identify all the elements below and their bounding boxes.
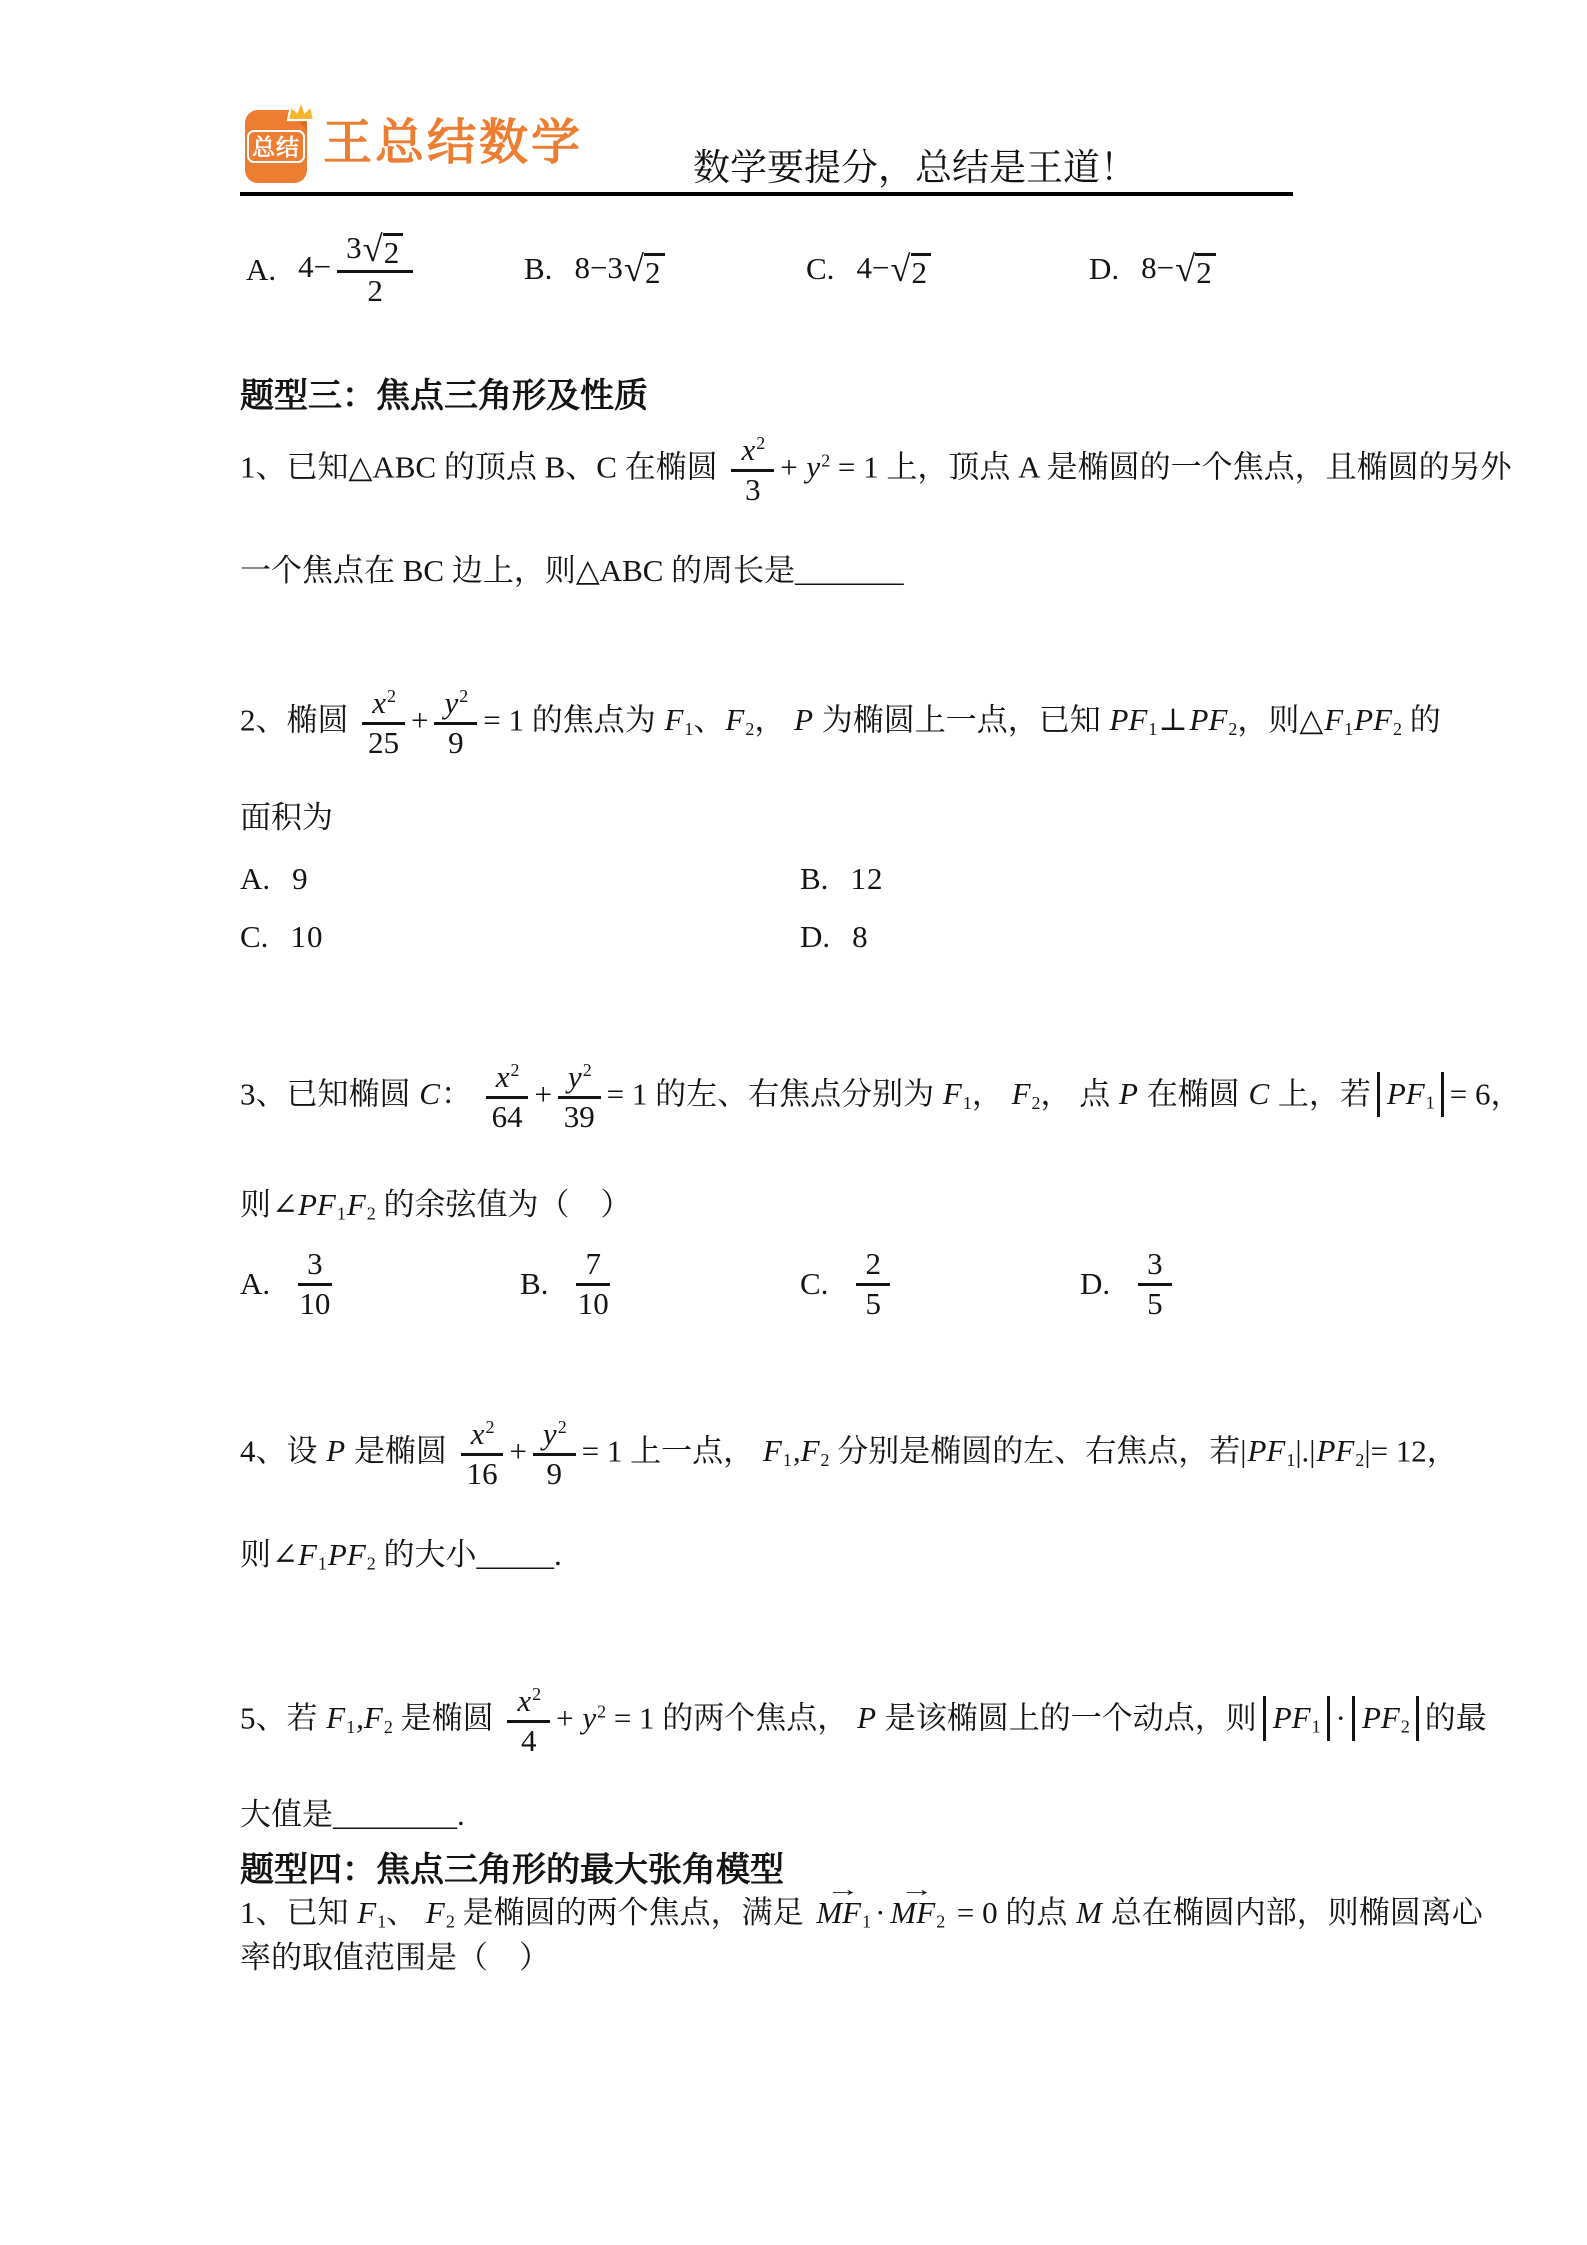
denominator	[467, 1456, 498, 1492]
math-run: ,F	[356, 1700, 383, 1736]
q3-option-b-math	[570, 1247, 616, 1321]
fraction	[337, 227, 413, 309]
text-run: +	[534, 1076, 552, 1112]
subscript: 1	[317, 1553, 327, 1574]
math-run: ∠F	[272, 1537, 317, 1572]
text-run: ，	[754, 702, 794, 738]
text-run: 64	[491, 1098, 523, 1134]
math-run: x	[372, 684, 387, 720]
text-run: 9	[448, 724, 464, 760]
subscript: 2	[1400, 1716, 1410, 1737]
math-run: M	[1076, 1895, 1102, 1930]
text-run: 面积为	[240, 800, 333, 835]
math-run: F	[942, 1076, 962, 1112]
text-run: 的大小_____.	[375, 1537, 562, 1572]
text-run: 9	[546, 1455, 563, 1491]
text-run: +	[411, 702, 429, 738]
logo-badge-text: 总结	[247, 130, 305, 163]
text-run: |= 12，	[1364, 1433, 1458, 1469]
q2-option-a-value: 9	[292, 861, 309, 896]
fraction	[558, 1060, 601, 1134]
math-run: ∠PF	[272, 1187, 336, 1222]
radicand: 2	[1195, 253, 1216, 290]
superscript: 2	[510, 1060, 520, 1080]
fraction	[434, 686, 477, 760]
denominator	[367, 273, 383, 309]
denominator	[1147, 1286, 1163, 1322]
numerator	[558, 1060, 601, 1099]
question-4-line-1	[240, 1411, 1458, 1497]
q2-option-a-label: A.	[240, 861, 271, 896]
text-run: 4	[520, 1722, 537, 1758]
denominator	[448, 725, 464, 761]
q3-option-d-label: D.	[1080, 1266, 1111, 1301]
text-run: 3、已知椭圆	[240, 1076, 419, 1112]
subscript: 1	[782, 1449, 792, 1470]
q2-option-d-label: D.	[800, 919, 831, 954]
text-run: 是该椭圆上的一个动点，则	[877, 1700, 1257, 1736]
text-run: +	[556, 1700, 582, 1736]
math-run: PF	[1361, 1700, 1400, 1736]
denominator	[745, 472, 761, 508]
math-run: MF	[816, 1895, 862, 1930]
text-run: +	[509, 1433, 527, 1469]
text-run: ，则△	[1237, 702, 1324, 738]
text-run: ·	[1335, 1700, 1346, 1736]
math-run: PF	[1189, 702, 1228, 738]
text-run: ， 点	[1040, 1076, 1118, 1112]
denominator	[578, 1286, 609, 1322]
radicand: 2	[383, 233, 404, 270]
text-run: 率的取值范围是（ ）	[240, 1940, 550, 1975]
subscript: 2	[745, 718, 755, 739]
question-2-option-b	[800, 861, 883, 897]
q2-option-c-value: 10	[290, 919, 324, 954]
absolute-value	[1263, 1696, 1330, 1741]
text-run: 为椭圆上一点，已知	[814, 702, 1109, 738]
q2-option-b-value: 12	[850, 861, 884, 896]
math-run: P	[1119, 1076, 1138, 1112]
header-divider	[240, 192, 1293, 196]
text-run: = 1 上，顶点 A 是椭圆的一个焦点，且椭圆的另外	[830, 449, 1512, 485]
superscript: 2	[557, 1417, 567, 1437]
option-a-math	[298, 227, 419, 309]
crown-icon	[283, 97, 319, 125]
question-3-line-2	[240, 1185, 632, 1225]
superscript: 2	[532, 1684, 542, 1704]
denominator	[547, 1456, 563, 1492]
subscript: 2	[366, 1553, 376, 1574]
superscript: 2	[485, 1417, 495, 1437]
fraction	[298, 1247, 332, 1321]
question-3-option-c	[800, 1243, 896, 1325]
denominator	[368, 725, 399, 761]
text-run: ，	[971, 1076, 1011, 1112]
math-run: y	[806, 449, 821, 485]
denominator	[865, 1286, 881, 1322]
subscript: 2	[445, 1911, 455, 1932]
text-run: 25	[368, 724, 400, 760]
math-run: x	[741, 431, 756, 467]
text-run: 的最	[1424, 1700, 1487, 1736]
superscript: 2	[821, 450, 831, 471]
option-c-label: C.	[806, 251, 835, 286]
text-run: 则	[240, 1187, 271, 1222]
math-run: x	[495, 1058, 510, 1094]
radical-sign-icon: √	[623, 248, 644, 289]
text-run: 4、设	[240, 1433, 326, 1469]
text-run: 1、已知	[240, 1895, 357, 1930]
math-run: PF	[327, 1537, 366, 1572]
text-run: 、	[693, 702, 725, 738]
q3-option-d-math	[1132, 1247, 1178, 1321]
question-5-line-2-content	[240, 1795, 465, 1835]
section-4-heading: 题型四：焦点三角形的最大张角模型	[240, 1851, 784, 1889]
option-a-label: A.	[246, 252, 277, 287]
math-run: PF	[1109, 702, 1148, 738]
math-run: F	[1011, 1076, 1031, 1112]
text-run: = 0 的点	[949, 1895, 1076, 1930]
option-c-math	[856, 248, 932, 289]
q2-option-d-value: 8	[852, 919, 869, 954]
numerator	[731, 433, 774, 472]
fraction	[576, 1247, 610, 1321]
absolute-value	[1377, 1072, 1444, 1117]
numerator	[507, 1684, 550, 1723]
subscript: 1	[377, 1911, 387, 1932]
option-b	[524, 243, 666, 295]
math-run: C	[1248, 1076, 1270, 1112]
subscript: 2	[936, 1911, 946, 1932]
text-run: 3	[1147, 1245, 1163, 1281]
radical-sign-icon: √	[362, 227, 383, 269]
fraction	[1138, 1247, 1172, 1321]
text-run: 3	[745, 471, 761, 507]
text-run: 分别是椭圆的左、右焦点，若|	[829, 1433, 1247, 1469]
question-4-line-1-content	[240, 1417, 1458, 1491]
math-run: P	[857, 1700, 876, 1736]
subscript: 1	[1425, 1092, 1435, 1113]
subscript: 2	[820, 1449, 830, 1470]
superscript: 2	[756, 433, 766, 453]
denominator	[521, 1723, 537, 1759]
text-run: 7	[585, 1245, 601, 1281]
numerator	[1138, 1247, 1172, 1286]
subscript: 1	[862, 1911, 872, 1932]
text-run: 4−	[298, 249, 332, 285]
superscript: 2	[582, 1060, 592, 1080]
numerator	[576, 1247, 610, 1286]
subscript: 2	[366, 1203, 376, 1224]
text-run: 3	[346, 230, 362, 266]
slogan-text: 数学要提分，总结是王道！	[693, 148, 1137, 189]
section-3-heading: 题型三：焦点三角形及性质	[240, 377, 648, 415]
q3-option-a-label: A.	[240, 1266, 271, 1301]
numerator	[856, 1247, 890, 1286]
text-run: 10	[577, 1285, 609, 1321]
math-run: y	[567, 1058, 582, 1094]
text-run: 4−	[856, 250, 890, 286]
subscript: 1	[962, 1092, 972, 1113]
numerator	[461, 1417, 504, 1456]
fraction	[486, 1060, 529, 1134]
text-run: 16	[466, 1455, 498, 1491]
text-run: |.|	[1295, 1433, 1316, 1469]
subscript: 2	[1228, 718, 1238, 739]
option-b-label: B.	[524, 251, 553, 286]
absolute-value	[1352, 1696, 1419, 1741]
text-run: 2	[367, 273, 383, 309]
text-run: 39	[563, 1098, 595, 1134]
radicand: 2	[644, 253, 665, 290]
question-5-line-1-content	[240, 1684, 1487, 1758]
question-4-line-2	[240, 1535, 562, 1575]
text-run: 是椭圆的两个焦点，满足	[454, 1895, 812, 1930]
fraction	[533, 1417, 576, 1491]
s4-question-1-line-1-content	[240, 1879, 1483, 1933]
math-run: y	[582, 1700, 597, 1736]
math-run: MF	[890, 1895, 936, 1930]
question-1-line-2-content	[240, 551, 904, 591]
option-d	[1089, 243, 1217, 295]
q3-option-c-math	[850, 1247, 896, 1321]
math-run: ,F	[792, 1433, 820, 1469]
text-run: ·	[875, 1895, 886, 1930]
text-run: 的	[1402, 702, 1441, 738]
math-run: PF	[1354, 702, 1393, 738]
text-run: 在椭圆	[1138, 1076, 1248, 1112]
text-run: 是椭圆	[346, 1433, 455, 1469]
fraction	[362, 686, 405, 760]
question-3-option-d	[1080, 1243, 1178, 1325]
numerator	[533, 1417, 576, 1456]
q3-option-b-label: B.	[520, 1266, 549, 1301]
option-b-math	[574, 248, 665, 289]
s4-question-1-line-2-content	[240, 1938, 550, 1978]
option-d-label: D.	[1089, 251, 1120, 286]
question-1-line-2	[240, 551, 904, 591]
q3-option-c-label: C.	[800, 1266, 829, 1301]
text-run: 5	[865, 1285, 881, 1321]
text-run: 总在椭圆内部，则椭圆离心	[1102, 1895, 1483, 1930]
math-run: ⊥	[1158, 702, 1188, 738]
vector	[815, 1879, 872, 1933]
text-run: 1、已知△ABC 的顶点 B、C 在椭圆	[240, 449, 726, 485]
brand-name: 王总结数学	[323, 116, 584, 170]
math-run: P	[794, 702, 813, 738]
question-2-option-a	[240, 861, 309, 897]
text-run: 8−3	[574, 250, 623, 286]
text-run: 一个焦点在 BC 边上，则△ABC 的周长是_______	[240, 553, 904, 588]
logo-badge	[245, 110, 307, 183]
subscript: 1	[1344, 718, 1354, 739]
math-run: PF	[1247, 1433, 1286, 1469]
square-root	[1175, 248, 1216, 290]
question-2-line-2-content	[240, 798, 333, 838]
fraction	[461, 1417, 504, 1491]
math-run: PF	[1272, 1700, 1311, 1736]
question-3-option-b	[520, 1243, 616, 1325]
subscript: 2	[1031, 1092, 1041, 1113]
math-run: F	[725, 702, 745, 738]
radicand: 2	[911, 253, 932, 290]
text-run: = 1 的焦点为	[483, 702, 664, 738]
question-3-line-1-content	[240, 1060, 1521, 1134]
vector-arrow-icon: →	[900, 1879, 935, 1901]
q2-option-c-label: C.	[240, 919, 269, 954]
subscript: 1	[1148, 718, 1158, 739]
math-run: y	[444, 684, 459, 720]
text-run: 的余弦值为（ ）	[375, 1187, 632, 1222]
text-run: 8−	[1141, 250, 1175, 286]
text-run: 3	[307, 1245, 323, 1281]
subscript: 2	[1393, 718, 1402, 739]
question-5-line-1	[240, 1677, 1487, 1765]
radical-sign-icon: √	[1175, 248, 1196, 289]
radical-sign-icon: √	[890, 248, 911, 289]
question-2-line-1-content	[240, 686, 1441, 760]
question-5-line-2	[240, 1795, 465, 1835]
math-run: y	[542, 1415, 557, 1451]
text-run: 上，若	[1270, 1076, 1371, 1112]
subscript: 1	[684, 718, 694, 739]
superscript: 2	[387, 686, 396, 706]
text-run: 2	[865, 1245, 881, 1281]
numerator	[298, 1247, 332, 1286]
numerator	[434, 686, 477, 725]
math-run: F	[346, 1187, 366, 1222]
section-4-question-1-line-1	[240, 1879, 1483, 1933]
subscript: 1	[1311, 1716, 1321, 1737]
question-1-line-1-content	[240, 433, 1512, 507]
vector	[889, 1879, 946, 1933]
subscript: 2	[383, 1716, 393, 1737]
math-run: F	[762, 1433, 782, 1469]
text-run: = 1 上一点，	[581, 1433, 762, 1469]
q2-option-b-label: B.	[800, 861, 829, 896]
subscript: 1	[346, 1716, 356, 1737]
text-run: = 1 的两个焦点，	[606, 1700, 857, 1736]
text-run: ：	[440, 1076, 480, 1112]
option-d-math	[1141, 248, 1217, 289]
math-run: PF	[1386, 1076, 1425, 1112]
square-root	[623, 248, 665, 290]
section-4-question-1-line-2	[240, 1938, 550, 1978]
math-run: C	[419, 1076, 440, 1112]
question-4-line-2-content	[240, 1535, 562, 1575]
math-run: PF	[1316, 1433, 1355, 1469]
text-run: +	[780, 449, 806, 485]
denominator	[564, 1099, 595, 1135]
superscript: 2	[459, 686, 469, 706]
vector-arrow-icon: →	[826, 1879, 861, 1901]
question-2-line-2	[240, 798, 333, 838]
numerator	[486, 1060, 529, 1099]
question-2-line-1	[240, 680, 1441, 766]
square-root	[362, 227, 404, 270]
numerator	[337, 227, 413, 273]
q3-option-a-math	[292, 1247, 338, 1321]
subscript: 1	[336, 1203, 346, 1224]
fraction	[731, 433, 774, 507]
math-run: x	[470, 1415, 485, 1451]
subscript: 1	[1286, 1449, 1296, 1470]
math-run: F	[1324, 702, 1344, 738]
math-run: F	[425, 1895, 445, 1930]
denominator	[492, 1099, 523, 1135]
subscript: 2	[1355, 1449, 1365, 1470]
text-run: 5	[1147, 1285, 1163, 1321]
text-run: 则	[240, 1537, 271, 1572]
option-a	[246, 222, 419, 318]
text-run: = 6，	[1449, 1076, 1522, 1112]
question-2-option-d	[800, 919, 869, 955]
question-1-line-1	[240, 420, 1512, 520]
question-3-line-2-content	[240, 1185, 632, 1225]
text-run: = 1 的左、右焦点分别为	[606, 1076, 942, 1112]
math-run: P	[326, 1433, 346, 1469]
text-run: 是椭圆	[392, 1700, 502, 1736]
denominator	[299, 1286, 330, 1322]
math-run: F	[357, 1895, 377, 1930]
fraction	[856, 1247, 890, 1321]
numerator	[362, 686, 405, 725]
question-3-line-1	[240, 1054, 1521, 1140]
fraction	[507, 1684, 550, 1758]
option-c	[806, 243, 932, 295]
text-run: 、	[386, 1895, 425, 1930]
text-run: 2、椭圆	[240, 702, 357, 738]
square-root	[890, 248, 931, 290]
text-run: 5、若	[240, 1700, 326, 1736]
math-run: x	[517, 1682, 532, 1718]
text-run: 10	[299, 1285, 331, 1321]
superscript: 2	[597, 1701, 607, 1722]
text-run: 大值是________.	[240, 1797, 465, 1832]
question-3-option-a	[240, 1243, 338, 1325]
question-2-option-c	[240, 919, 323, 955]
math-run: F	[664, 702, 684, 738]
math-run: F	[326, 1700, 346, 1736]
